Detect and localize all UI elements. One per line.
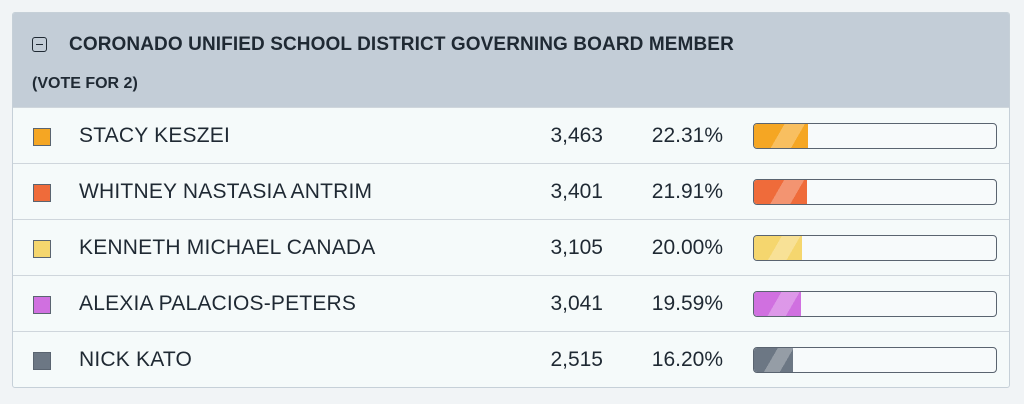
candidate-progress-bar (753, 123, 997, 149)
candidate-progress-bar (753, 347, 997, 373)
candidate-progress-fill (754, 124, 808, 148)
candidate-color-swatch (33, 184, 51, 202)
candidate-progress-fill (754, 348, 793, 372)
candidate-color-swatch (33, 128, 51, 146)
candidate-row (13, 219, 1009, 275)
candidate-progress-fill (754, 236, 802, 260)
candidate-votes: 3,401 (550, 180, 603, 203)
candidate-percent: 22.31% (651, 124, 723, 147)
candidate-row (13, 275, 1009, 331)
candidate-name: NICK KATO (79, 348, 193, 371)
candidate-percent: 19.59% (651, 292, 723, 315)
contest-title: CORONADO UNIFIED SCHOOL DISTRICT GOVERNING BOARD MEMBER (69, 34, 734, 55)
candidate-row (13, 331, 1009, 387)
candidate-percent: 21.91% (651, 180, 723, 203)
collapse-icon[interactable] (32, 37, 47, 52)
candidate-progress-bar (753, 235, 997, 261)
candidate-name: ALEXIA PALACIOS-PETERS (79, 292, 357, 315)
candidate-votes: 3,105 (550, 236, 603, 259)
candidate-percent: 16.20% (651, 348, 723, 371)
contest-subtitle: (VOTE FOR 2) (32, 75, 138, 92)
contest-card (12, 12, 1010, 388)
candidate-color-swatch (33, 352, 51, 370)
candidate-votes: 3,463 (550, 124, 603, 147)
candidate-row (13, 107, 1009, 163)
candidate-row (13, 163, 1009, 219)
candidate-votes: 3,041 (550, 292, 603, 315)
candidate-color-swatch (33, 240, 51, 258)
candidate-progress-fill (754, 292, 801, 316)
candidate-votes: 2,515 (550, 348, 603, 371)
candidate-color-swatch (33, 296, 51, 314)
contest-header (13, 13, 1009, 107)
candidate-name: WHITNEY NASTASIA ANTRIM (79, 180, 373, 203)
candidate-name: KENNETH MICHAEL CANADA (79, 236, 376, 259)
candidate-progress-bar (753, 291, 997, 317)
candidate-name: STACY KESZEI (79, 124, 230, 147)
candidate-progress-fill (754, 180, 807, 204)
candidate-percent: 20.00% (651, 236, 723, 259)
candidate-progress-bar (753, 179, 997, 205)
